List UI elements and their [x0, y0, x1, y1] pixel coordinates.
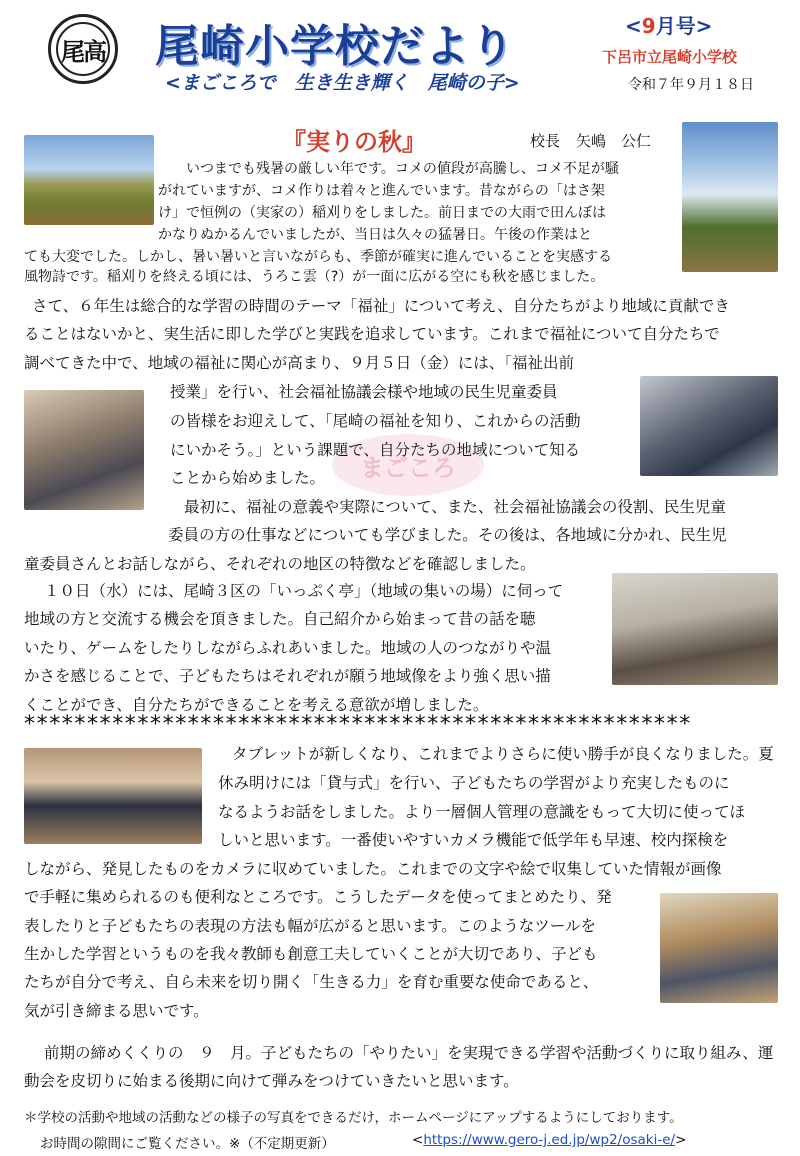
- tablet-line: たちが自分で考え、自ら未来を切り開く「生きる力」を育む重要な使命であると、: [24, 973, 599, 991]
- school-name: 下呂市立尾崎小学校: [602, 48, 738, 66]
- tablet-line: しいと思います。一番使いやすいカメラ機能で低学年も早速、校内探検を: [218, 831, 729, 849]
- tablet-line: タブレットが新しくなり、これまでよりさらに使い勝手が良くなりました。夏: [232, 745, 774, 763]
- welfare-line: にいかそう。」という課題で、自分たちの地域について知る: [170, 441, 581, 459]
- welfare-line: いたり、ゲームをしたりしながらふれあいました。地域の人のつながりや温: [24, 639, 552, 657]
- issue-number: 9: [641, 14, 656, 38]
- closing-line: 動会を皮切りに始まる後期に向けて弾みをつけていきたいと思います。: [24, 1072, 519, 1090]
- welfare-line: かさを感じることで、子どもたちはそれぞれが願う地域像をより強く思い描: [24, 667, 551, 685]
- url-close-bracket: >: [675, 1132, 687, 1148]
- issue-date: 令和７年９月１８日: [628, 77, 754, 93]
- welfare-line: 童委員さんとお話しながら、それぞれの地区の特徴などを確認しました。: [24, 555, 536, 573]
- tablet-line: 気が引き締まる思いです。: [24, 1002, 209, 1020]
- author-name: 矢嶋 公仁: [576, 132, 652, 150]
- author-line: [530, 130, 667, 151]
- watermark-text: まごころ: [360, 453, 456, 482]
- school-emblem: [48, 14, 118, 84]
- rice-drying-sky-photo: [682, 122, 778, 272]
- intro-line: 風物詩です。稲刈りを終える頃には、うろこ雲（?）が一面に広がる空にも秋を感じました。: [24, 269, 605, 285]
- intro-line: いつまでも残暑の厳しい年です。コメの値段が高騰し、コメ不足が騒: [186, 161, 619, 177]
- intro-line: かなりぬかるんでいましたが、当日は久々の猛暑日。午後の作業はと: [158, 227, 592, 243]
- author-role: 校長: [530, 132, 561, 150]
- tablet-line: しながら、発見したものをカメラに収めていました。これまでの文字や絵で収集していた情報が画像: [24, 860, 722, 878]
- issue-prefix: <: [625, 14, 642, 38]
- welfare-line: 授業」を行い、社会福祉協議会様や地域の民生児童委員: [170, 383, 558, 401]
- welfare-line: ことから始めました。: [170, 469, 326, 487]
- welfare-line: ることはないかと、実生活に即した学びと実践を追求しています。これまで福祉について自分たちで: [24, 325, 720, 343]
- tablet-exploration-photo: [660, 893, 778, 1003]
- tablet-line: なるようお話をしました。より一層個人管理の意識をもって大切に使ってほ: [218, 803, 746, 821]
- issue-label: [625, 10, 735, 39]
- community-visit-photo: [612, 573, 778, 685]
- section-separator: *****************************************************: [24, 712, 692, 737]
- welfare-line: １０日（水）には、尾崎３区の「いっぷく亭」（地域の集いの場）に伺って: [44, 582, 564, 600]
- tablet-line: で手軽に集められるのも便利なところです。こうしたデータを使ってまとめたり、発: [24, 888, 612, 906]
- issue-suffix: 月号>: [655, 14, 713, 38]
- welfare-line: 最初に、福祉の意義や実際について、また、社会福祉協議会の役割、民生児童: [184, 498, 726, 516]
- url-open-bracket: <: [412, 1132, 424, 1148]
- emblem-text: 尾高: [61, 36, 105, 66]
- closing-line: 前期の締めくくりの ９ 月。子どもたちの「やりたい」を実現できる学習や活動づくりに取り組み、運: [44, 1044, 774, 1062]
- welfare-line: 調べてきた中で、地域の福祉に関心が高まり、９月５日（金）には、「福祉出前: [24, 354, 574, 372]
- tablet-line: 休み明けには「貸与式」を行い、子どもたちの学習がより充実したものに: [218, 774, 730, 792]
- footer-note-2: お時間の隙間にご覧ください。※（不定期更新）: [40, 1136, 335, 1152]
- intro-line: がれていますが、コメ作りは着々と進んでいます。昔ながらの「はさ架: [158, 183, 605, 199]
- welfare-line: さて、６年生は総合的な学習の時間のテーマ「福祉」について考え、自分たちがより地域に貢献でき: [32, 297, 730, 315]
- welfare-class-photo: [24, 390, 144, 510]
- rice-field-photo: [24, 135, 154, 225]
- students-discussion-photo: [640, 376, 778, 476]
- welfare-line: くことができ、自分たちができることを考える意欲が増しました。: [24, 696, 489, 714]
- homepage-url[interactable]: https://www.gero-j.ed.jp/wp2/osaki-e/: [423, 1132, 676, 1148]
- tablet-ceremony-photo: [24, 748, 202, 844]
- newsletter-title: 尾崎小学校だより: [155, 21, 515, 72]
- newsletter-motto: <まごころで 生き生き輝く 尾崎の子>: [165, 72, 520, 94]
- welfare-line: 委員の方の仕事などについても学びました。その後は、各地域に分かれ、民生児: [168, 526, 727, 544]
- article-title: 『実りの秋』: [282, 128, 426, 156]
- tablet-line: 生かした学習というものを我々教師も創意工夫していくことが大切であり、子ども: [24, 945, 598, 963]
- tablet-line: 表したりと子どもたちの表現の方法も幅が広がると思います。このようなツールを: [24, 917, 596, 935]
- footer-note: ＊学校の活動や地域の活動などの様子の写真をできるだけ，ホームページにアップするようにしております。: [24, 1110, 683, 1126]
- welfare-line: 地域の方と交流する機会を頂きました。自己紹介から始まって昔の話を聴: [24, 610, 536, 628]
- intro-line: け」で恒例の（実家の）稲刈りをしました。前日までの大雨で田んぼは: [158, 205, 606, 221]
- homepage-link: [412, 1132, 686, 1148]
- intro-line: ても大変でした。しかし、暑い暑いと言いながらも、季節が確実に進んでいることを実感する: [24, 249, 612, 265]
- welfare-line: の皆様をお迎えして、「尾崎の福祉を知り、これからの活動: [170, 412, 581, 430]
